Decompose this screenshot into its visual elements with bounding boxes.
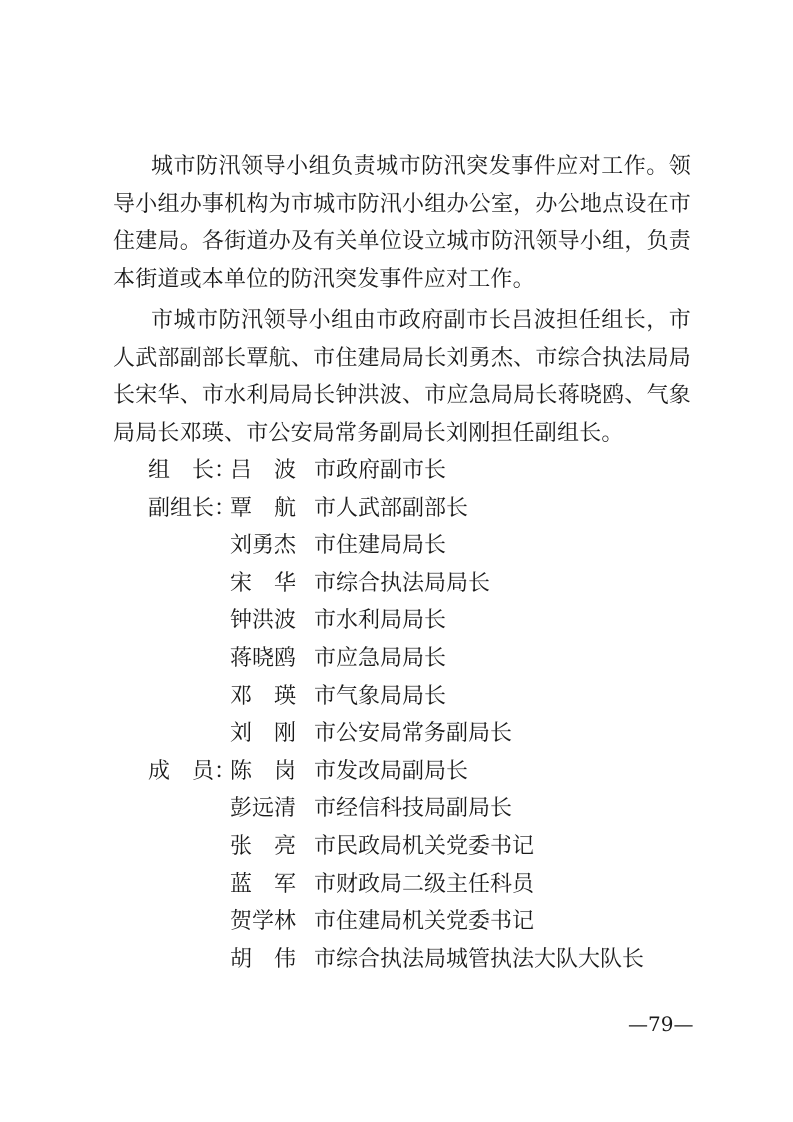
roster-title: 市应急局局长 [314, 645, 447, 671]
paragraph-leadership-composition: 市城市防汛领导小组由市政府副市长吕波担任组长，市人武部副部长覃航、市住建局局长刘勇杰、市综合执法局局长宋华、市水利局局长钟洪波、市应急局局长蒋晓鸥、气象局局长邓瑛、市公安局常务副局长刘刚担任副组长。 [113, 308, 691, 446]
roster-name: 贺学林 [230, 909, 297, 935]
roster-title: 市政府副市长 [314, 458, 447, 483]
roster-row [148, 640, 708, 678]
roster-title: 市经信科技局副局长 [314, 796, 513, 822]
roster-name: 陈 岗 [230, 758, 297, 784]
roster-row [148, 753, 708, 791]
roster-title: 市人武部副部长 [314, 495, 469, 521]
roster-name: 钟洪波 [230, 608, 297, 634]
roster-role: 组 长： [148, 458, 237, 483]
roster-name: 刘勇杰 [230, 533, 297, 559]
roster-name: 吕 波 [230, 458, 297, 483]
roster-role: 成 员： [148, 758, 237, 784]
paragraph-leadership-duties: 城市防汛领导小组负责城市防汛突发事件应对工作。领导小组办事机构为市城市防汛小组办公室，办公地点设在市住建局。各街道办及有关单位设立城市防汛领导小组，负责本街道或本单位的防汛突发事件应对工作。 [113, 154, 691, 292]
roster-row [148, 527, 708, 565]
roster-row [148, 941, 708, 979]
roster-title: 市民政局机关党委书记 [314, 833, 535, 859]
roster-title: 市综合执法局城管执法大队大队长 [314, 946, 645, 972]
roster-name: 胡 伟 [230, 946, 297, 972]
roster-row [148, 715, 708, 753]
roster-row [148, 828, 708, 866]
roster-title: 市住建局局长 [314, 533, 447, 559]
roster-name: 张 亮 [230, 833, 297, 859]
member-roster [148, 452, 708, 978]
roster-name: 宋 华 [230, 570, 297, 596]
roster-role: 副组长： [148, 495, 237, 521]
roster-title: 市财政局二级主任科员 [314, 871, 535, 897]
roster-name: 覃 航 [230, 495, 297, 521]
roster-title: 市水利局局长 [314, 608, 447, 634]
roster-title: 市发改局副局长 [314, 758, 469, 784]
roster-name: 蓝 军 [230, 871, 297, 897]
roster-title: 市气象局局长 [314, 683, 447, 709]
roster-name: 刘 刚 [230, 721, 297, 747]
roster-name: 彭远清 [230, 796, 297, 822]
roster-row [148, 678, 708, 716]
roster-title: 市公安局常务副局长 [314, 721, 513, 747]
roster-title: 市住建局机关党委书记 [314, 909, 535, 935]
roster-row [148, 866, 708, 904]
roster-row [148, 903, 708, 941]
roster-name: 邓 瑛 [230, 683, 297, 709]
roster-title: 市综合执法局局长 [314, 570, 491, 596]
roster-row [148, 452, 708, 490]
roster-row [148, 490, 708, 528]
page-number: —79— [628, 1012, 694, 1036]
roster-row [148, 790, 708, 828]
roster-name: 蒋晓鸥 [230, 645, 297, 671]
roster-row [148, 565, 708, 603]
roster-row [148, 602, 708, 640]
